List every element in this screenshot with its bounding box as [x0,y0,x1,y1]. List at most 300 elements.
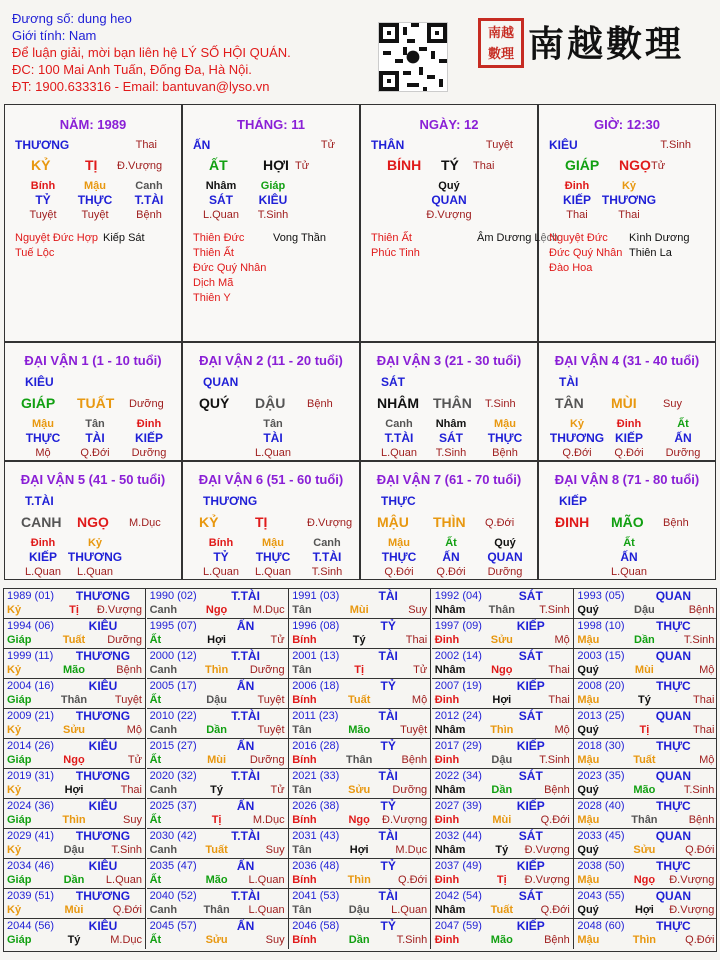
year-stage: Bệnh [544,784,570,796]
hidden-star: SÁT [209,193,233,207]
year-stage: Thai [120,784,142,796]
year-branch: Dậu [63,844,85,856]
hidden-stem: Kỷ [621,180,637,192]
year-branch: Tị [496,874,507,886]
year-star: QUAN [655,589,692,603]
year-cell[interactable] [432,859,574,889]
year-stage: Mộ [699,754,715,766]
spirit-right: Vong Thần [273,232,327,244]
year-label: 1999 (11) [7,650,54,662]
year-branch: Thìn [490,724,514,736]
year-star: ẤN [236,919,255,933]
year-cell[interactable] [574,799,717,829]
year-star: QUAN [655,889,692,903]
year-cell[interactable] [432,709,574,739]
hidden-stem: Đinh [30,537,56,549]
year-branch: Mão [348,724,371,736]
year-branch: Thìn [204,664,229,676]
year-cell[interactable] [4,589,146,619]
year-stage: L.Quan [105,874,142,886]
year-label: 2018 (30) [577,740,625,752]
year-stage: Dưỡng [107,634,142,646]
year-cell[interactable] [574,619,717,649]
year-star: THƯƠNG [75,829,131,843]
year-stage: M.Dục [252,814,285,826]
hidden-star: THỰC [255,550,291,564]
year-stage: T.Sinh [539,604,570,616]
year-label: 2019 (31) [7,770,55,782]
dai-van-branch: MÙI [611,395,637,411]
year-star: KIÊU [88,859,118,873]
year-star: TỶ [380,859,396,873]
year-cell[interactable] [4,649,146,679]
year-cell[interactable] [574,649,717,679]
hidden-stem: Mậu [84,180,106,192]
year-stem: Tân [292,784,312,796]
year-cell[interactable] [4,829,146,859]
hidden-star: TÀI [263,431,283,445]
spirit-left: Tuế Lộc [15,247,55,259]
year-cell[interactable] [147,829,289,859]
year-star: QUAN [655,649,692,663]
year-cell[interactable] [574,919,717,949]
year-cell[interactable] [289,619,431,649]
year-stage: Tử [127,754,142,766]
year-star: THỰC [656,739,691,753]
year-stage: T.Sinh [683,784,715,796]
year-stage: Suy [408,604,428,616]
year-stage: Q.Đới [685,934,715,946]
year-stem: Canh [149,844,178,856]
annual-cycle-table [3,588,717,952]
year-star: KIẾP [516,919,545,933]
hidden-star: SÁT [439,431,463,445]
year-stem: Ất [149,934,162,946]
pillar-2 [182,104,360,342]
year-cell[interactable] [432,889,574,919]
year-cell[interactable] [432,829,574,859]
qr-code-icon[interactable] [378,22,448,92]
year-label: 2008 (20) [577,680,625,692]
year-cell[interactable] [289,679,431,709]
dai-van-stem: NHÂM [377,395,419,411]
year-star: SÁT [518,829,543,843]
year-cell[interactable] [289,829,431,859]
spirit-right: Kình Dương [629,232,690,244]
pillar-3 [360,104,559,342]
hidden-stem: Ất [445,537,457,549]
hidden-stage: L.Quan [24,566,62,578]
pillar-stage: Thai [135,139,157,151]
year-stem: Canh [149,784,178,796]
year-star: SÁT [518,889,543,903]
year-stem: Ất [149,694,162,706]
year-branch: Thân [60,694,88,706]
dai-van-branch: THÌN [433,514,466,530]
year-stem: Nhâm [434,904,466,916]
year-cell[interactable] [4,739,146,769]
year-label: 2044 (56) [7,920,55,932]
year-label: 2036 (48) [292,860,340,872]
spirit-right: Thiên La [629,247,672,259]
year-branch: Thân [203,904,230,916]
dai-van-state: Dưỡng [129,398,164,410]
year-branch: Thìn [347,874,371,886]
year-label: 1995 (07) [149,620,197,632]
year-stem: Giáp [7,814,32,826]
year-branch: Hợi [349,844,369,856]
year-cell[interactable] [574,769,717,799]
hidden-star: KIẾP [562,193,591,207]
year-stage: Tuyệt [400,724,428,736]
hidden-star: THƯƠNG [601,193,657,207]
year-stem: Kỷ [7,784,22,796]
hidden-star: T.TÀI [312,550,342,564]
year-star: KIÊU [88,799,118,813]
year-stage: Mộ [554,724,570,736]
year-cell[interactable] [574,889,717,919]
year-stage: Bệnh [688,814,715,826]
year-cell[interactable] [4,889,146,919]
year-stage: Bệnh [544,934,570,946]
year-label: 1990 (02) [149,590,197,602]
year-cell[interactable] [289,919,431,949]
year-label: 2023 (35) [577,770,625,782]
year-stage: Suy [265,844,285,856]
year-stem: Mậu [577,634,600,646]
hidden-stem: Nhâm [435,418,467,430]
year-stem: Nhâm [434,784,466,796]
year-label: 2024 (36) [7,800,55,812]
year-cell[interactable] [4,619,146,649]
year-star: SÁT [518,589,543,603]
year-stem: Giáp [7,634,32,646]
year-cell[interactable] [432,679,574,709]
year-stem: Bính [292,634,317,646]
year-cell[interactable] [432,919,574,949]
pillar-branch-state: Đ.Vượng [117,160,163,172]
year-branch: Tị [354,664,365,676]
year-branch: Mùi [64,904,84,916]
year-star: TỶ [380,739,396,753]
pillar-branch: NGỌ [619,157,651,173]
year-cell[interactable] [147,679,289,709]
red-seal-stamp: 南越 數理 [478,18,524,68]
year-label: 2017 (29) [434,740,482,752]
hidden-stem: Đinh [136,418,162,430]
year-stem: Mậu [577,694,600,706]
hidden-star: THỰC [487,431,523,445]
year-label: 2041 (53) [292,890,340,902]
dai-van-8 [538,461,716,580]
year-cell[interactable] [4,709,146,739]
year-cell[interactable] [574,829,717,859]
year-cell[interactable] [289,889,431,919]
year-stage: M.Dục [395,844,428,856]
year-cell[interactable] [4,859,146,889]
year-branch: Sửu [62,724,86,736]
year-stem: Bính [292,754,317,766]
pillar-branch: HỢI [263,157,289,173]
hidden-stage: Bệnh [136,209,162,221]
year-stage: Q.Đới [540,904,570,916]
year-stage: T.Sinh [539,754,570,766]
pillar-branch-state: Thai [473,160,495,172]
dai-van-5 [4,461,182,580]
year-cell[interactable] [289,859,431,889]
year-branch: Tuất [490,904,513,916]
year-star: KIẾP [516,859,545,873]
year-star: QUAN [655,829,692,843]
pillar-branch: TỊ [85,157,98,173]
dai-van-stem: MẬU [377,514,409,530]
dai-van-stem: TÂN [555,395,584,411]
hidden-star: KIẾP [28,550,57,564]
year-star: T.TÀI [231,649,260,663]
year-branch: Tuất [347,694,371,706]
dai-van-star: KIÊU [25,375,54,389]
year-branch: Mùi [634,664,654,676]
pillar-1 [4,104,182,342]
year-label: 2039 (51) [7,890,55,902]
year-stage: Mộ [699,664,715,676]
year-cell[interactable] [4,679,146,709]
year-label: 2037 (49) [434,860,482,872]
year-stem: Nhâm [434,724,466,736]
year-label: 2028 (40) [577,800,625,812]
year-cell[interactable] [147,589,289,619]
dai-van-stem: QUÝ [199,395,230,411]
year-cell[interactable] [147,769,289,799]
year-star: TÀI [378,769,398,783]
dai-van-title: ĐẠI VẬN 2 (11 - 20 tuổi) [199,353,343,368]
year-stem: Ất [149,754,162,766]
year-cell[interactable] [574,679,717,709]
year-branch: Dậu [206,694,227,706]
year-stage: Q.Đới [112,904,142,916]
dai-van-branch: TUẤT [77,395,115,411]
dai-van-star: QUAN [203,375,239,389]
year-star: THƯƠNG [75,769,131,783]
dai-van-star: THỰC [381,494,416,508]
hidden-stage: Thai [566,209,588,221]
year-cell[interactable] [147,799,289,829]
year-cell[interactable] [289,799,431,829]
year-star: KIẾP [516,739,545,753]
year-cell[interactable] [432,619,574,649]
year-branch: Thân [488,604,515,616]
year-cell[interactable] [147,649,289,679]
year-branch: Hợi [207,634,226,646]
year-stage: L.Quan [391,904,428,916]
year-branch: Dần [206,724,227,736]
year-stage: Đ.Vượng [524,844,570,856]
year-label: 2027 (39) [434,800,482,812]
dai-van-1 [4,342,182,461]
spirit-left: Thiên Đức [193,232,245,244]
year-cell[interactable] [147,889,289,919]
year-branch: Tý [67,934,81,946]
year-star: TÀI [378,889,398,903]
year-cell[interactable] [432,769,574,799]
dai-van-star: KIẾP [559,494,588,508]
year-label: 1998 (10) [577,620,625,632]
hidden-stage: Dưỡng [665,447,701,459]
hidden-stem: Mậu [32,418,54,430]
year-label: 2040 (52) [149,890,197,902]
year-cell[interactable] [289,589,431,619]
year-cell[interactable] [147,859,289,889]
year-branch: Tị [639,724,650,736]
year-cell[interactable] [289,649,431,679]
year-label: 2016 (28) [292,740,340,752]
dai-van-3 [360,342,538,461]
year-stem: Mậu [577,874,600,886]
hidden-star: ẤN [442,550,460,564]
year-stage: Tử [270,634,285,646]
gender: Giới tính: Nam [12,28,97,43]
year-label: 2031 (43) [292,830,340,842]
year-star: TỶ [380,799,396,813]
year-branch: Sửu [490,634,513,646]
spirit-left: Đào Hoa [549,262,593,274]
year-label: 2026 (38) [292,800,340,812]
year-star: TÀI [378,649,398,663]
spirit-left: Đức Quý Nhân [549,247,623,259]
year-cell[interactable] [574,859,717,889]
hidden-star: TỶ [35,193,51,207]
pillar-main-star: THÂN [371,138,405,152]
dai-van-stem: CANH [21,514,62,530]
year-star: KIÊU [88,619,118,633]
year-stage: Đ.Vượng [96,604,142,616]
dai-van-state: T.Sinh [485,398,516,410]
hidden-stage: L.Quan [202,566,240,578]
year-branch: Tý [495,844,509,856]
year-cell[interactable] [432,589,574,619]
year-branch: Dần [63,874,85,886]
year-cell[interactable] [574,589,717,619]
year-star: QUAN [655,709,692,723]
year-cell[interactable] [432,799,574,829]
hidden-stage: Đ.Vượng [426,209,472,221]
hidden-stem: Nhâm [205,180,237,192]
year-cell[interactable] [289,769,431,799]
year-cell[interactable] [4,799,146,829]
year-stem: Kỷ [7,904,22,916]
year-star: KIÊU [88,739,118,753]
hidden-star: T.TÀI [134,193,164,207]
hidden-stage: L.Quan [76,566,114,578]
dai-van-star: T.TÀI [25,494,54,508]
hidden-stage: Thai [618,209,640,221]
year-stage: T.Sinh [396,934,428,946]
dai-van-title: ĐẠI VẬN 4 (31 - 40 tuổi) [554,353,700,368]
year-cell[interactable] [4,769,146,799]
dai-van-state: Bệnh [663,517,689,529]
year-star: ẤN [236,799,255,813]
year-stage: Bệnh [401,754,428,766]
year-branch: Ngọ [491,664,513,676]
pillar-stem: KỶ [31,157,51,173]
year-cell[interactable] [147,709,289,739]
hidden-star: T.TÀI [384,431,414,445]
year-branch: Mùi [492,814,512,826]
year-stage: Tử [413,664,428,676]
pillar-stage: Tử [320,139,335,151]
year-stage: Thai [692,694,715,706]
year-branch: Sửu [205,934,228,946]
year-star: THỰC [656,799,691,813]
pillar-stem: ẤT [209,157,228,173]
year-star: THỰC [656,919,691,933]
year-label: 2021 (33) [292,770,340,782]
year-star: T.TÀI [231,589,260,603]
hidden-stem: Mậu [262,537,284,549]
year-cell[interactable] [147,739,289,769]
year-star: TÀI [378,709,398,723]
year-label: 1992 (04) [434,590,482,602]
year-cell[interactable] [289,709,431,739]
year-star: SÁT [518,649,543,663]
year-cell[interactable] [574,739,717,769]
year-stem: Kỷ [7,604,22,616]
year-label: 2002 (14) [434,650,482,662]
year-cell[interactable] [289,739,431,769]
year-cell[interactable] [147,619,289,649]
year-branch: Mão [633,784,656,796]
brand-logo: 南越數理 [528,23,685,65]
hidden-star: ẤN [620,550,638,564]
year-star: THỰC [656,859,691,873]
year-cell[interactable] [432,739,574,769]
year-cell[interactable] [4,919,146,949]
year-star: THƯƠNG [75,649,131,663]
year-stem: Tân [292,844,312,856]
spirit-right: Âm Dương Lệch [477,232,559,244]
year-cell[interactable] [574,709,717,739]
year-stem: Quý [577,784,599,796]
year-star: QUAN [655,769,692,783]
dai-van-title: ĐẠI VẬN 8 (71 - 80 tuổi) [554,472,700,487]
year-stem: Giáp [7,874,32,886]
hidden-stem: Tân [85,418,105,430]
year-star: T.TÀI [231,829,260,843]
year-star: KIẾP [516,619,545,633]
year-stage: Tử [270,784,285,796]
year-cell[interactable] [432,649,574,679]
hidden-star: KIẾP [614,431,643,445]
year-cell[interactable] [147,919,289,949]
year-star: SÁT [518,769,543,783]
year-stem: Canh [149,664,178,676]
year-stage: Tuyệt [257,694,285,706]
hidden-stage: T.Sinh [311,566,343,578]
year-label: 1997 (09) [434,620,482,632]
hidden-stage: Q.Đới [384,566,414,578]
year-branch: Tý [352,634,366,646]
year-label: 2048 (60) [577,920,625,932]
year-stem: Đinh [434,814,460,826]
hidden-star: THƯƠNG [549,431,605,445]
year-star: SÁT [518,709,543,723]
year-branch: Hợi [492,694,512,706]
year-branch: Tuất [62,634,86,646]
hidden-star: KIÊU [258,193,288,207]
pillar-branch-state: Tử [295,160,310,172]
year-stem: Giáp [7,754,32,766]
pillar-branch-state: Tử [651,160,666,172]
